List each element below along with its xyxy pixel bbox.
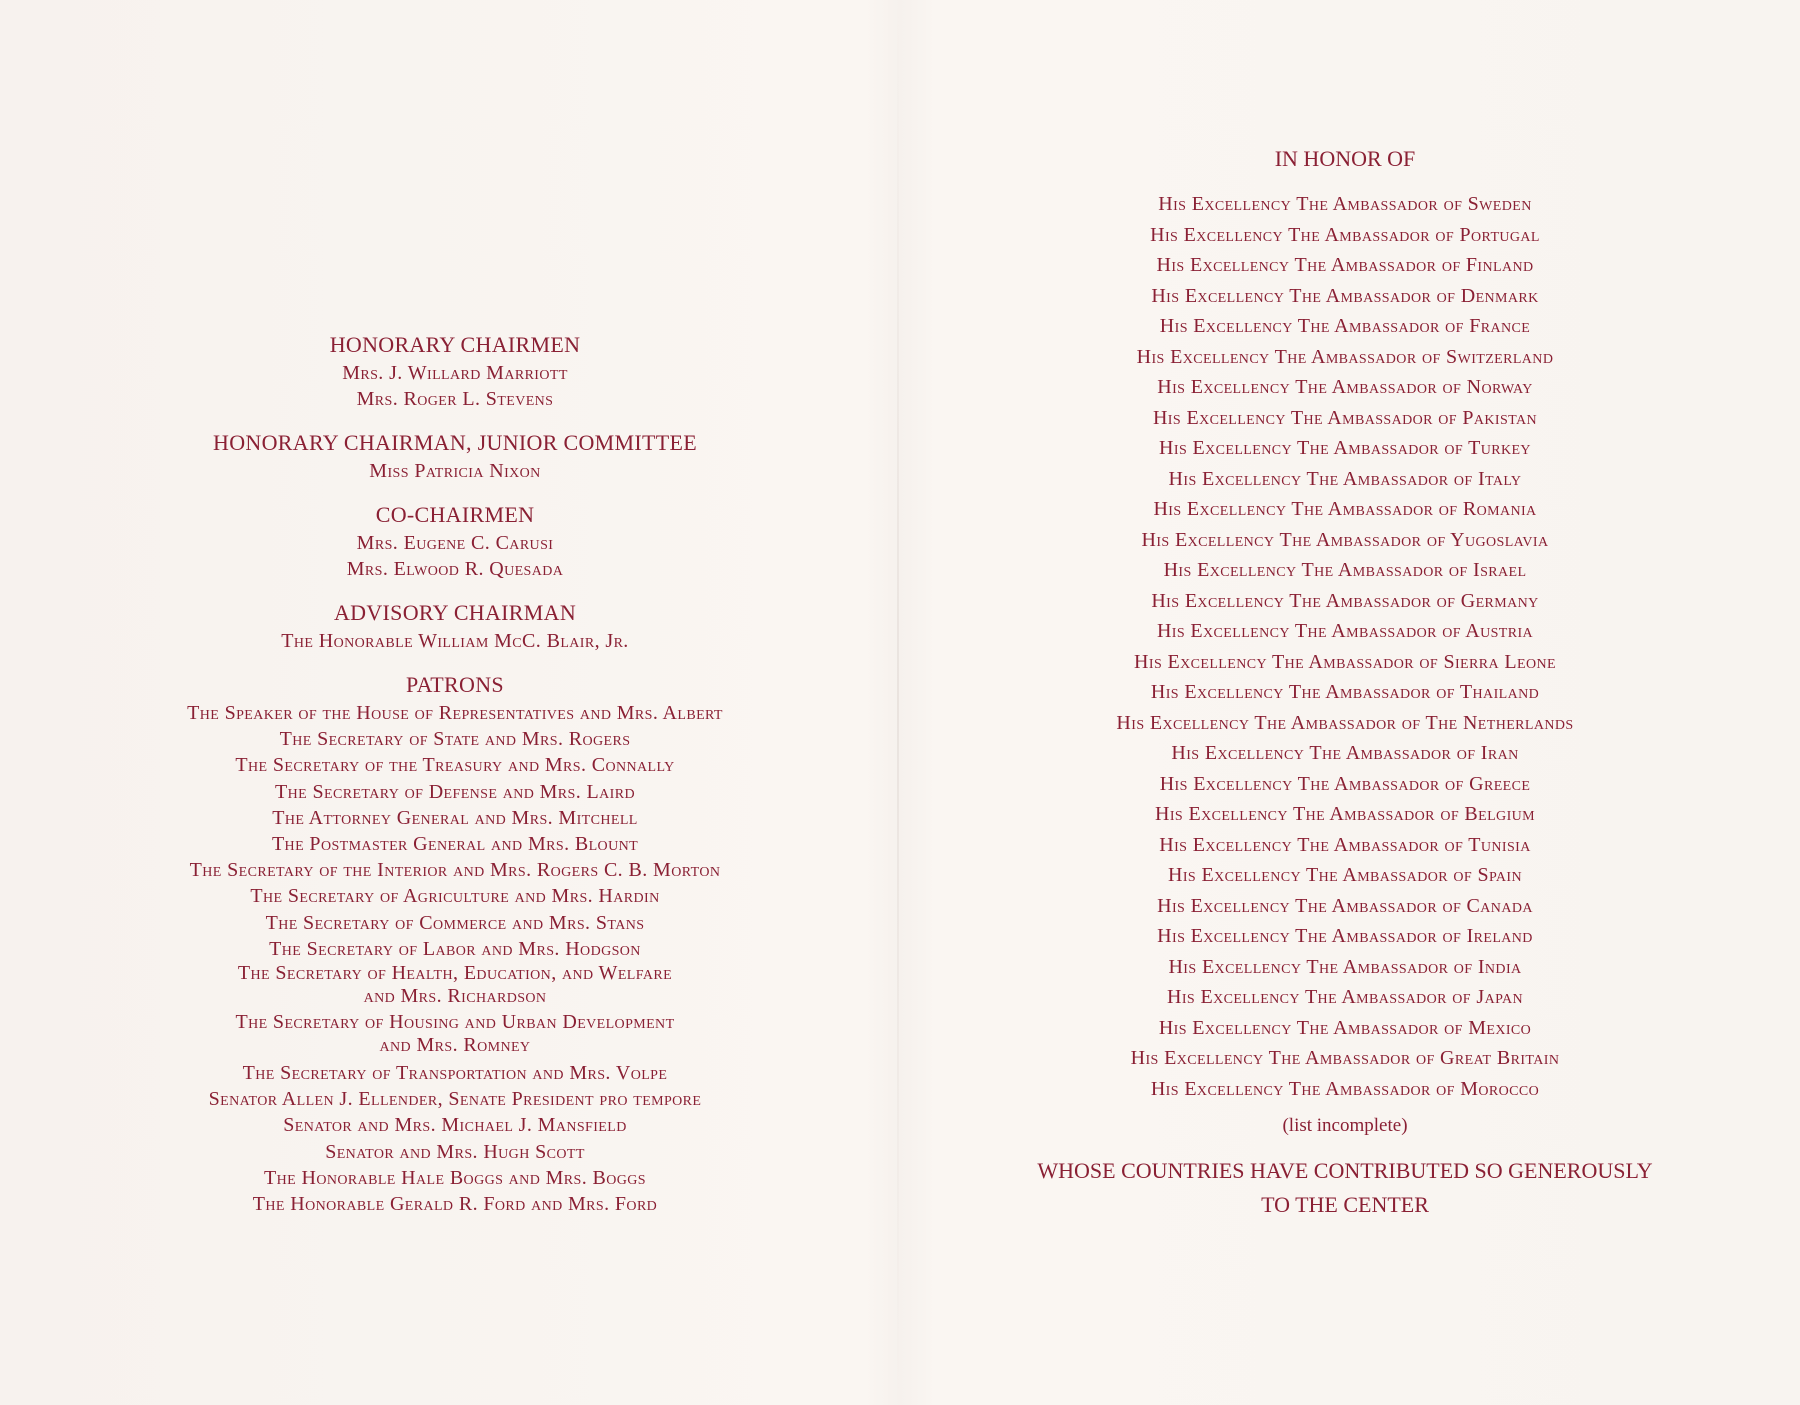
patron-name: The Secretary of the Treasury and Mrs. Connally bbox=[235, 754, 675, 777]
ambassador-name: His Excellency The Ambassador of Denmark bbox=[1151, 284, 1539, 307]
ambassador-name: His Excellency The Ambassador of Israel bbox=[1163, 559, 1527, 581]
patron-name: Senator and Mrs. Hugh Scott bbox=[325, 1140, 585, 1163]
section-heading: IN HONOR OF bbox=[1274, 146, 1416, 171]
patron-name: The Speaker of the House of Representatives and Mrs. Albert bbox=[187, 702, 723, 724]
ambassador-name: His Excellency The Ambassador of Sierra Leone bbox=[1134, 650, 1556, 673]
ambassador-name: His Excellency The Ambassador of Japan bbox=[1166, 986, 1524, 1008]
patron-name: The Secretary of Agriculture and Mrs. Hardin bbox=[250, 885, 660, 908]
ambassador-name: His Excellency The Ambassador of Pakistan bbox=[1152, 406, 1538, 429]
ambassador-name: His Excellency The Ambassador of India bbox=[1168, 955, 1522, 978]
committee-name: The Honorable William McC. Blair, Jr. bbox=[281, 630, 629, 652]
patron-name: The Secretary of Defense and Mrs. Laird bbox=[275, 780, 635, 803]
patron-name: Senator and Mrs. Michael J. Mansfield bbox=[283, 1114, 627, 1137]
patron-name: The Secretary of Labor and Mrs. Hodgson bbox=[269, 937, 641, 960]
section-heading: PATRONS bbox=[406, 672, 504, 697]
ambassador-list bbox=[1000, 189, 1690, 1104]
page-fold bbox=[897, 0, 899, 1405]
patron-name: and Mrs. Romney bbox=[379, 1034, 531, 1057]
ambassador-name: His Excellency The Ambassador of Finland bbox=[1156, 254, 1534, 276]
ambassador-name: His Excellency The Ambassador of Great Britain bbox=[1130, 1047, 1560, 1069]
list-incomplete-note: (list incomplete) bbox=[1282, 1115, 1408, 1136]
ambassador-name: His Excellency The Ambassador of Spain bbox=[1168, 864, 1522, 886]
committee-name: Mrs. J. Willard Marriott bbox=[342, 362, 568, 384]
ambassador-name: His Excellency The Ambassador of Germany bbox=[1151, 589, 1539, 612]
ambassador-name: His Excellency The Ambassador of Portugal bbox=[1150, 223, 1540, 246]
ambassador-name: His Excellency The Ambassador of Switzerland bbox=[1136, 345, 1554, 368]
ambassador-name: His Excellency The Ambassador of Turkey bbox=[1159, 437, 1531, 459]
ambassador-name: His Excellency The Ambassador of The Netherlands bbox=[1116, 711, 1574, 734]
ambassador-name: His Excellency The Ambassador of Canada bbox=[1157, 894, 1533, 917]
patron-name: and Mrs. Richardson bbox=[363, 985, 547, 1008]
patrons-section bbox=[60, 670, 850, 1217]
ambassador-name: His Excellency The Ambassador of Mexico bbox=[1158, 1016, 1532, 1039]
ambassador-name: His Excellency The Ambassador of Thailand bbox=[1150, 681, 1540, 703]
co-chairmen-section bbox=[60, 500, 850, 582]
patron-name: The Postmaster General and Mrs. Blount bbox=[271, 833, 639, 856]
patron-name: The Secretary of Health, Education, and Welfare bbox=[237, 962, 673, 985]
ambassador-name: His Excellency The Ambassador of Greece bbox=[1159, 772, 1531, 795]
patron-name: The Secretary of State and Mrs. Rogers bbox=[279, 728, 631, 751]
ambassador-name: His Excellency The Ambassador of Italy bbox=[1168, 467, 1522, 490]
ambassador-name: His Excellency The Ambassador of Iran bbox=[1171, 742, 1519, 764]
section-heading: HONORARY CHAIRMEN bbox=[329, 332, 581, 357]
section-heading: ADVISORY CHAIRMAN bbox=[333, 600, 577, 625]
patron-name: The Honorable Gerald R. Ford and Mrs. Ford bbox=[252, 1193, 658, 1216]
section-heading: HONORARY CHAIRMAN, JUNIOR COMMITTEE bbox=[213, 430, 697, 455]
honorary-chairmen-section bbox=[60, 330, 850, 412]
patron-name: The Attorney General and Mrs. Mitchell bbox=[272, 806, 638, 829]
advisory-chairman-section bbox=[60, 598, 850, 654]
ambassador-name: His Excellency The Ambassador of Romania bbox=[1153, 498, 1537, 520]
ambassador-name: His Excellency The Ambassador of Sweden bbox=[1158, 193, 1532, 215]
committee-panel bbox=[60, 330, 850, 1217]
ambassador-name: His Excellency The Ambassador of France bbox=[1159, 315, 1531, 337]
patron-name: The Secretary of Transportation and Mrs. Volpe bbox=[242, 1062, 668, 1085]
closing-line: TO THE CENTER bbox=[1261, 1192, 1429, 1217]
committee-name: Mrs. Roger L. Stevens bbox=[356, 388, 554, 410]
ambassador-name: His Excellency The Ambassador of Ireland bbox=[1157, 925, 1533, 947]
patron-name: The Secretary of Commerce and Mrs. Stans bbox=[265, 911, 645, 934]
ambassador-name: His Excellency The Ambassador of Norway bbox=[1157, 376, 1533, 398]
ambassador-name: His Excellency The Ambassador of Yugoslavia bbox=[1141, 528, 1549, 551]
ambassador-name: His Excellency The Ambassador of Austria bbox=[1156, 620, 1534, 642]
patron-name: The Secretary of Housing and Urban Development bbox=[235, 1011, 675, 1034]
committee-name: Mrs. Elwood R. Quesada bbox=[346, 558, 564, 580]
ambassador-name: His Excellency The Ambassador of Morocco bbox=[1150, 1077, 1540, 1100]
honorees-panel bbox=[1000, 144, 1690, 1222]
committee-name: Mrs. Eugene C. Carusi bbox=[356, 532, 554, 554]
committee-name: Miss Patricia Nixon bbox=[369, 460, 541, 482]
section-heading: CO-CHAIRMEN bbox=[375, 502, 535, 527]
patron-name: The Honorable Hale Boggs and Mrs. Boggs bbox=[264, 1166, 646, 1189]
patron-name: Senator Allen J. Ellender, Senate President pro tempore bbox=[208, 1088, 702, 1111]
junior-committee-section bbox=[60, 428, 850, 484]
patron-name: The Secretary of the Interior and Mrs. Rogers C. B. Morton bbox=[189, 859, 721, 882]
ambassador-name: His Excellency The Ambassador of Tunisia bbox=[1159, 833, 1531, 856]
ambassador-name: His Excellency The Ambassador of Belgium bbox=[1155, 803, 1535, 825]
closing-line: WHOSE COUNTRIES HAVE CONTRIBUTED SO GENEROUSLY bbox=[1037, 1158, 1653, 1183]
